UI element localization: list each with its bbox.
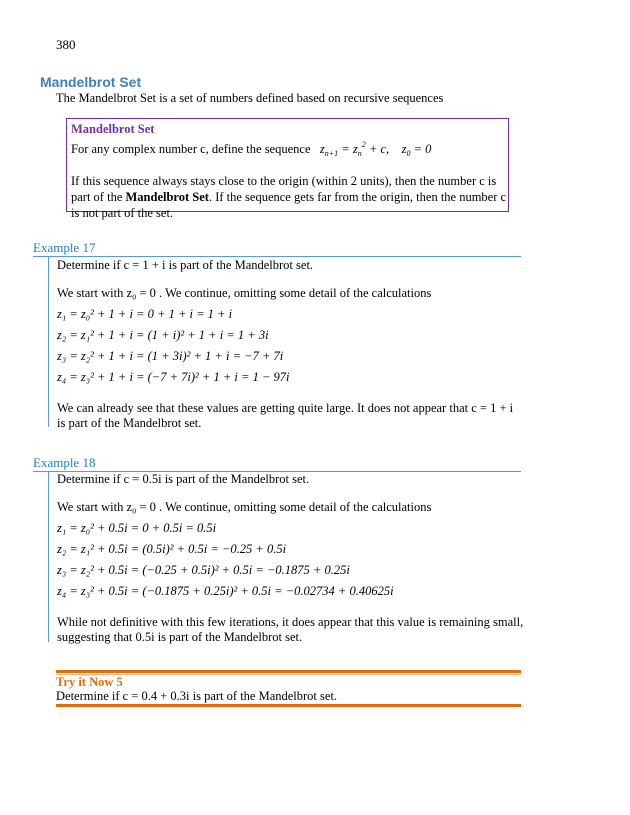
example-18-eq-1: z₁ = z₀² + 0.5i = 0 + 0.5i = 0.5i	[57, 521, 217, 535]
example-17-eq-4: z₄ = z₃² + 1 + i = (−7 + 7i)² + 1 + i = 1 − 97i	[57, 370, 290, 384]
example-17-title: Example 17	[33, 240, 96, 255]
example-18-bar	[48, 472, 49, 642]
example-17-bar	[48, 257, 49, 427]
example-18-body	[57, 472, 524, 645]
section-title: Mandelbrot Set	[40, 74, 142, 90]
definition-box	[66, 118, 509, 220]
example-17-question: Determine if c = 1 + i is part of the Mandelbrot set.	[57, 258, 314, 272]
example-18-eq-2: z₂ = z₁² + 0.5i = (0.5i)² + 0.5i = −0.25 + 0.5i	[57, 542, 287, 556]
try-it-now-top-rule	[56, 670, 521, 673]
try-it-now-top-rule-light	[56, 674, 521, 675]
example-17-body	[57, 258, 519, 431]
try-it-now-text: Determine if c = 0.4 + 0.3i is part of the Mandelbrot set.	[56, 689, 338, 703]
example-17-start: We start with z₀ = 0 . We continue, omitting some detail of the calculations	[57, 286, 432, 300]
example-18-conclusion-1: While not definitive with this few iterations, it does appear that this value is remaining small,	[57, 615, 524, 629]
example-17-conclusion-1: We can already see that these values are getting quite large. It does not appear that c = 1 + i	[57, 401, 514, 415]
example-18-eq-4: z₄ = z₃² + 0.5i = (−0.1875 + 0.25i)² + 0.5i = −0.02734 + 0.40625i	[57, 584, 394, 598]
definition-line-2: If this sequence always stays close to the origin (within 2 units), then the number c is	[71, 174, 497, 188]
example-17-conclusion-2: is part of the Mandelbrot set.	[57, 416, 202, 430]
definition-formula: $z_{n+1} = z_n^2 + c$, $z_0 = 0$	[313, 140, 432, 158]
definition-line-3-pre: part of the	[71, 190, 123, 204]
example-17-rule	[33, 256, 521, 257]
definition-line-1-text: For any complex number c, define the sequence	[71, 142, 311, 156]
try-it-now-bottom-rule	[56, 704, 521, 707]
example-17-eq-2: z₂ = z₁² + 1 + i = (1 + i)² + 1 + i = 1 + 3i	[57, 328, 269, 342]
example-18-eq-3: z₃ = z₂² + 0.5i = (−0.25 + 0.5i)² + 0.5i = −0.1875 + 0.25i	[57, 563, 350, 577]
example-18-title: Example 18	[33, 455, 96, 470]
try-it-now-title: Try it Now 5	[56, 675, 123, 689]
example-17-eq-1: z₁ = z₀² + 1 + i = 0 + 1 + i = 1 + i	[57, 307, 233, 321]
example-18-conclusion-2: suggesting that 0.5i is part of the Mandelbrot set.	[57, 630, 303, 644]
page-number: 380	[56, 37, 76, 52]
definition-line-3-post: . If the sequence gets far from the origin, then the number c	[208, 190, 507, 204]
definition-line-4: is not part of the set.	[71, 206, 174, 220]
definition-line-1	[71, 137, 508, 162]
example-18-question: Determine if c = 0.5i is part of the Mandelbrot set.	[57, 472, 310, 486]
definition-line-3	[71, 189, 508, 205]
example-18-start: We start with z₀ = 0 . We continue, omitting some detail of the calculations	[57, 500, 432, 514]
definition-bold-term: Mandelbrot Set	[125, 190, 209, 204]
definition-title: Mandelbrot Set	[71, 122, 155, 136]
example-17-eq-3: z₃ = z₂² + 1 + i = (1 + 3i)² + 1 + i = −7 + 7i	[57, 349, 284, 363]
section-intro: The Mandelbrot Set is a set of numbers defined based on recursive sequences	[56, 91, 444, 105]
